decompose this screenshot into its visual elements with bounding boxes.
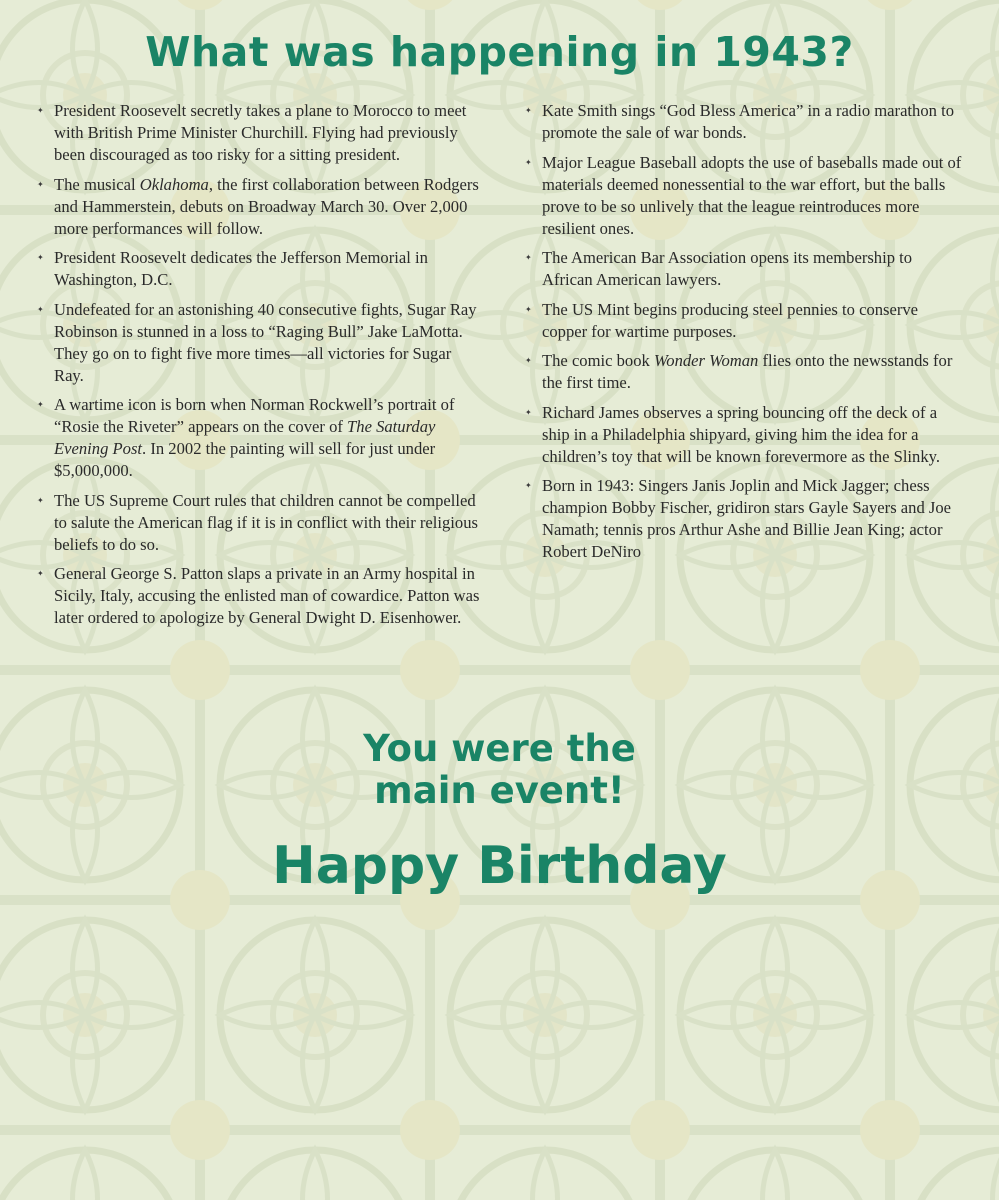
events-list-right	[522, 100, 962, 571]
item-text: , the first collaboration between Rodgers and Hammerstein, debuts on Broadway March 30. Over 2,000 more performances will follow.	[54, 174, 479, 238]
list-item	[34, 563, 484, 629]
item-text: Richard James observes a spring bouncing off the deck of a ship in a Philadelphia shipyard, giving him the idea for a children’s toy that will be known forevermore as the Slinky.	[542, 402, 941, 466]
item-text: flies onto the newsstands for the first time.	[542, 351, 953, 392]
list-item	[34, 394, 484, 482]
item-text-italic: Oklahoma	[139, 174, 209, 194]
list-item	[522, 247, 962, 291]
greeting-message	[0, 728, 999, 812]
item-text-italic: Wonder Woman	[653, 351, 759, 370]
item-text: Kate Smith sings “God Bless America” in a radio marathon to promote the sale of war bonds.	[542, 101, 954, 142]
list-item	[522, 152, 962, 240]
page-title: What was happening in 1943?	[145, 28, 854, 76]
greeting-line-1: You were the	[363, 727, 636, 770]
greeting-line-2: main event!	[374, 769, 625, 812]
list-item	[522, 402, 962, 468]
item-text: The comic book	[542, 351, 654, 370]
list-item	[34, 490, 484, 556]
item-text: President Roosevelt secretly takes a plane to Morocco to meet with British Prime Minister Churchill. Flying had previously been discouraged as too risky for a sitting president.	[54, 101, 467, 164]
happy-birthday-heading: Happy Birthday	[272, 836, 727, 896]
item-text: General George S. Patton slaps a private in an Army hospital in Sicily, Italy, accusing the enlisted man of cowardice. Patton was later ordered to apologize by General Dwight D. Eisenhower.	[54, 564, 480, 627]
item-text: The musical	[54, 174, 140, 194]
item-text: The US Mint begins producing steel pennies to conserve copper for wartime purposes.	[542, 299, 919, 341]
list-item	[522, 100, 962, 144]
item-text-italic: The Saturday Evening Post	[54, 417, 436, 458]
list-item	[34, 247, 484, 291]
list-item	[522, 475, 962, 563]
list-item	[34, 299, 484, 387]
item-text: Undefeated for an astonishing 40 consecutive fights, Sugar Ray Robinson is stunned in a loss to “Raging Bull” Jake LaMotta. They go on to fight five more times—all victories for Sugar Ray.	[54, 299, 477, 385]
list-item	[34, 174, 484, 240]
item-text: President Roosevelt dedicates the Jefferson Memorial in Washington, D.C.	[54, 248, 428, 289]
list-item	[522, 299, 962, 343]
events-list-left	[34, 100, 484, 637]
item-text: Major League Baseball adopts the use of baseballs made out of materials deemed nonessential to the war effort, but the balls prove to be so unlively that the league reintroduces more resilient ones.	[542, 152, 962, 238]
item-text: Born in 1943: Singers Janis Joplin and Mick Jagger; chess champion Bobby Fischer, gridiron stars Gayle Sayers and Joe Namath; tennis pros Arthur Ashe and Billie Jean King; actor Robert DeNiro	[542, 476, 952, 561]
item-text: . In 2002 the painting will sell for just under $5,000,000.	[54, 439, 436, 480]
item-text: The American Bar Association opens its membership to African American lawyers.	[542, 248, 913, 289]
item-text: A wartime icon is born when Norman Rockwell’s portrait of “Rosie the Riveter” appears on the cover of	[54, 395, 455, 436]
list-item	[522, 350, 962, 394]
item-text: The US Supreme Court rules that children cannot be compelled to salute the American flag if it is in conflict with their religious beliefs to do so.	[54, 490, 478, 554]
list-item	[34, 100, 484, 166]
